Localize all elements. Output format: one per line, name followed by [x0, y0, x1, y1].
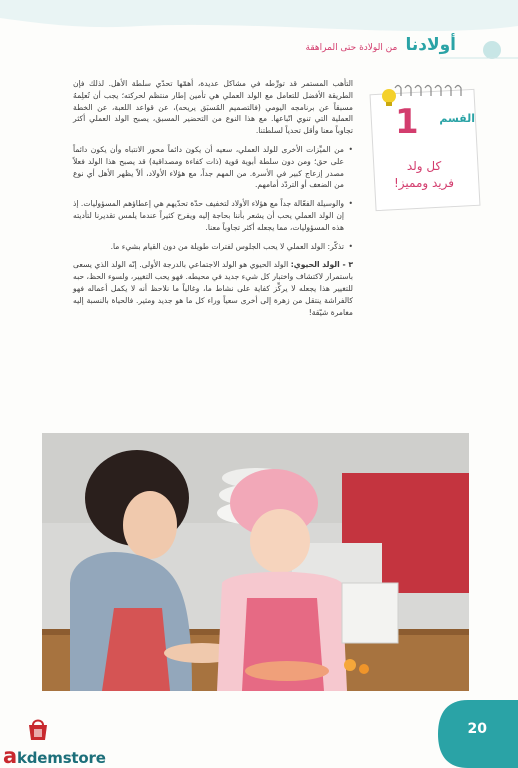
store-bag-icon [27, 717, 49, 741]
bullet-attention: • من الميِّزات الأخرى للولد العملي، سعيه أن يكون دائماً محور الانتباه وأن يكون دائماً على حق؛ ومن دون سلطة أبوية قوية (ذات كفاءة ومصداقية) قد يصبح هذا الولد فعلاً مصدر إزعاج كبير في الأسرة. من المهم جداً، مع هؤلاء الأولاد، ألاّ يظهر الأهل أي نوع من الضعف أو التردّد أمامهم. [73, 144, 353, 191]
store-logo [3, 744, 106, 768]
body-text [73, 78, 353, 325]
paragraph-intro: التأهب المستمر قد تورِّطه في مشاكل عديدة، أهمّها تحدّي سلطة الأهل. لذلك فإن الطريقة الأفضل للتعامل مع الولد العملي هي تأمين إطار منتظم لحركته؛ يجب أن تُعلِمهُ مسبقاً عن برنامجه اليومي (فالتصميم المُسبَق يريحه)، عن قواعد اللعبة، عن الخطة العملية التي تنوي اتّباعها. مع هذا النوع من التحضير المسبق، يصبح الولد العملي أكثر تجاوباً معنا وأقل تحدياً لسلطتنا. [73, 79, 353, 136]
section-title-line2: فريد ومميز! [393, 176, 455, 190]
bullet-remember: • تذكّر: الولد العملي لا يحب الجلوس لفترات طويلة من دون القيام بشيء ما. [73, 241, 353, 253]
header-decoration [0, 0, 518, 68]
store-logo-initial: a [3, 744, 17, 768]
section-label: القسم [439, 112, 475, 125]
page-number: 20 [467, 721, 487, 737]
paragraph-lively-text: الولد الحيوي هو الولد الاجتماعي بالدرجة الأولى. إنّه الولد الذي يسعى باستمرار لاكتشاف واختبار كل شيء جديد في محيطه. فهو يحب التغيير، ولسوء الحظ، حبه للتغيير هذا يجعله لا يركِّز كفاية على نشاط ما، وغالباً ما نلاحظ أنه لا يكمل أعماله فهو كالفراشة ينتقل من زهرة إلى أخرى سعياً وراء كل ما هو جديد ومثير. فالحياة بالنسبة إليه مغامرة شيّقة! [73, 260, 353, 317]
store-logo-name: kdemstore [16, 749, 106, 767]
photo-illustration [42, 433, 469, 691]
book-title [306, 35, 456, 55]
page-header [0, 0, 518, 68]
kitchen-photo [42, 433, 469, 691]
section-number: 1 [395, 102, 419, 142]
paragraph-lively-child [73, 259, 353, 318]
book-title-main: أولادنا [405, 35, 456, 55]
section-card [365, 84, 483, 212]
bullet-responsibility: • والوسيلة الفعّالة جداً مع هؤلاء الأولاد لتخفيف حدّة تحدّيهم هي إعطاؤهم المسؤوليات. إذ إن الولد العملي يحب أن يشعر بأننا بحاجة إليه ويفرح كثيراً عندما يلمس تقديرنا لتأديته هذه المسؤوليات، مما يجعله أكثر تجاوباً معنا. [73, 198, 353, 233]
card-background [365, 84, 483, 212]
section-title [369, 158, 479, 192]
subheading-lively-child: ٣ - الولد الحيوي: [290, 260, 353, 270]
section-title-line1: كل ولد [406, 159, 442, 173]
book-title-sub: من الولادة حتى المراهقة [305, 43, 398, 53]
